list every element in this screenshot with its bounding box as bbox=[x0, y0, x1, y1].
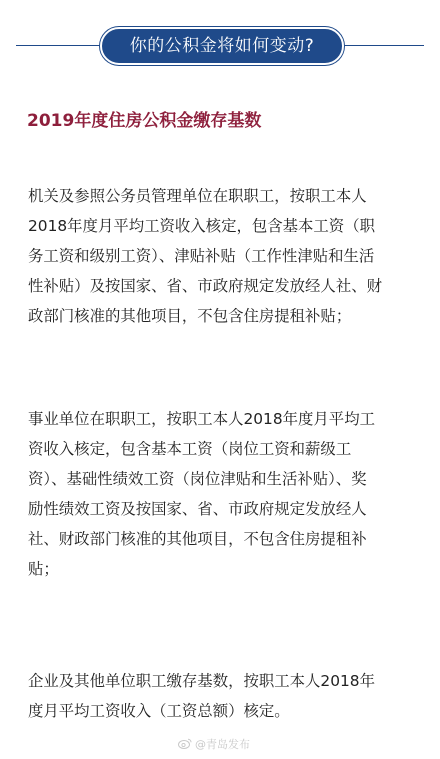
header-title: 你的公积金将如何变动? bbox=[129, 36, 315, 56]
paragraph-civil-servants bbox=[28, 181, 420, 331]
paragraph-line: 事业单位在职职工，按职工本人2018年度月平均工 bbox=[28, 410, 375, 428]
paragraph-line: 贴； bbox=[28, 560, 59, 578]
paragraph-line: 机关及参照公务员管理单位在职职工，按职工本人 bbox=[28, 187, 367, 205]
paragraph-line: 政部门核准的其他项目，不包含住房提租补贴； bbox=[28, 307, 352, 325]
paragraph-enterprises bbox=[28, 666, 420, 726]
source-watermark bbox=[178, 738, 250, 752]
weibo-icon bbox=[178, 738, 192, 749]
paragraph-line: 2018年度月平均工资收入核定，包含基本工资（职 bbox=[28, 217, 375, 235]
paragraph-line: 励性绩效工资及按国家、省、市政府规定发放经人 bbox=[28, 500, 367, 518]
paragraph-line: 资）、基础性绩效工资（岗位津贴和生活补贴）、奖 bbox=[28, 470, 367, 488]
paragraph-line: 务工资和级别工资）、津贴补贴（工作性津贴和生活 bbox=[28, 247, 375, 265]
paragraph-line: 度月平均工资收入（工资总额）核定。 bbox=[28, 702, 290, 720]
paragraph-line: 企业及其他单位职工缴存基数，按职工本人2018年 bbox=[28, 672, 375, 690]
watermark-text: @青岛发布 bbox=[195, 738, 250, 751]
paragraph-line: 资收入核定，包含基本工资（岗位工资和薪级工 bbox=[28, 440, 352, 458]
section-heading: 2019年度住房公积金缴存基数 bbox=[27, 111, 262, 131]
header-title-banner bbox=[100, 27, 344, 65]
paragraph-line: 社、财政部门核准的其他项目，不包含住房提租补 bbox=[28, 530, 367, 548]
paragraph-line: 性补贴）及按国家、省、市政府规定发放经人社、财 bbox=[28, 277, 382, 295]
paragraph-public-institutions bbox=[28, 404, 420, 584]
